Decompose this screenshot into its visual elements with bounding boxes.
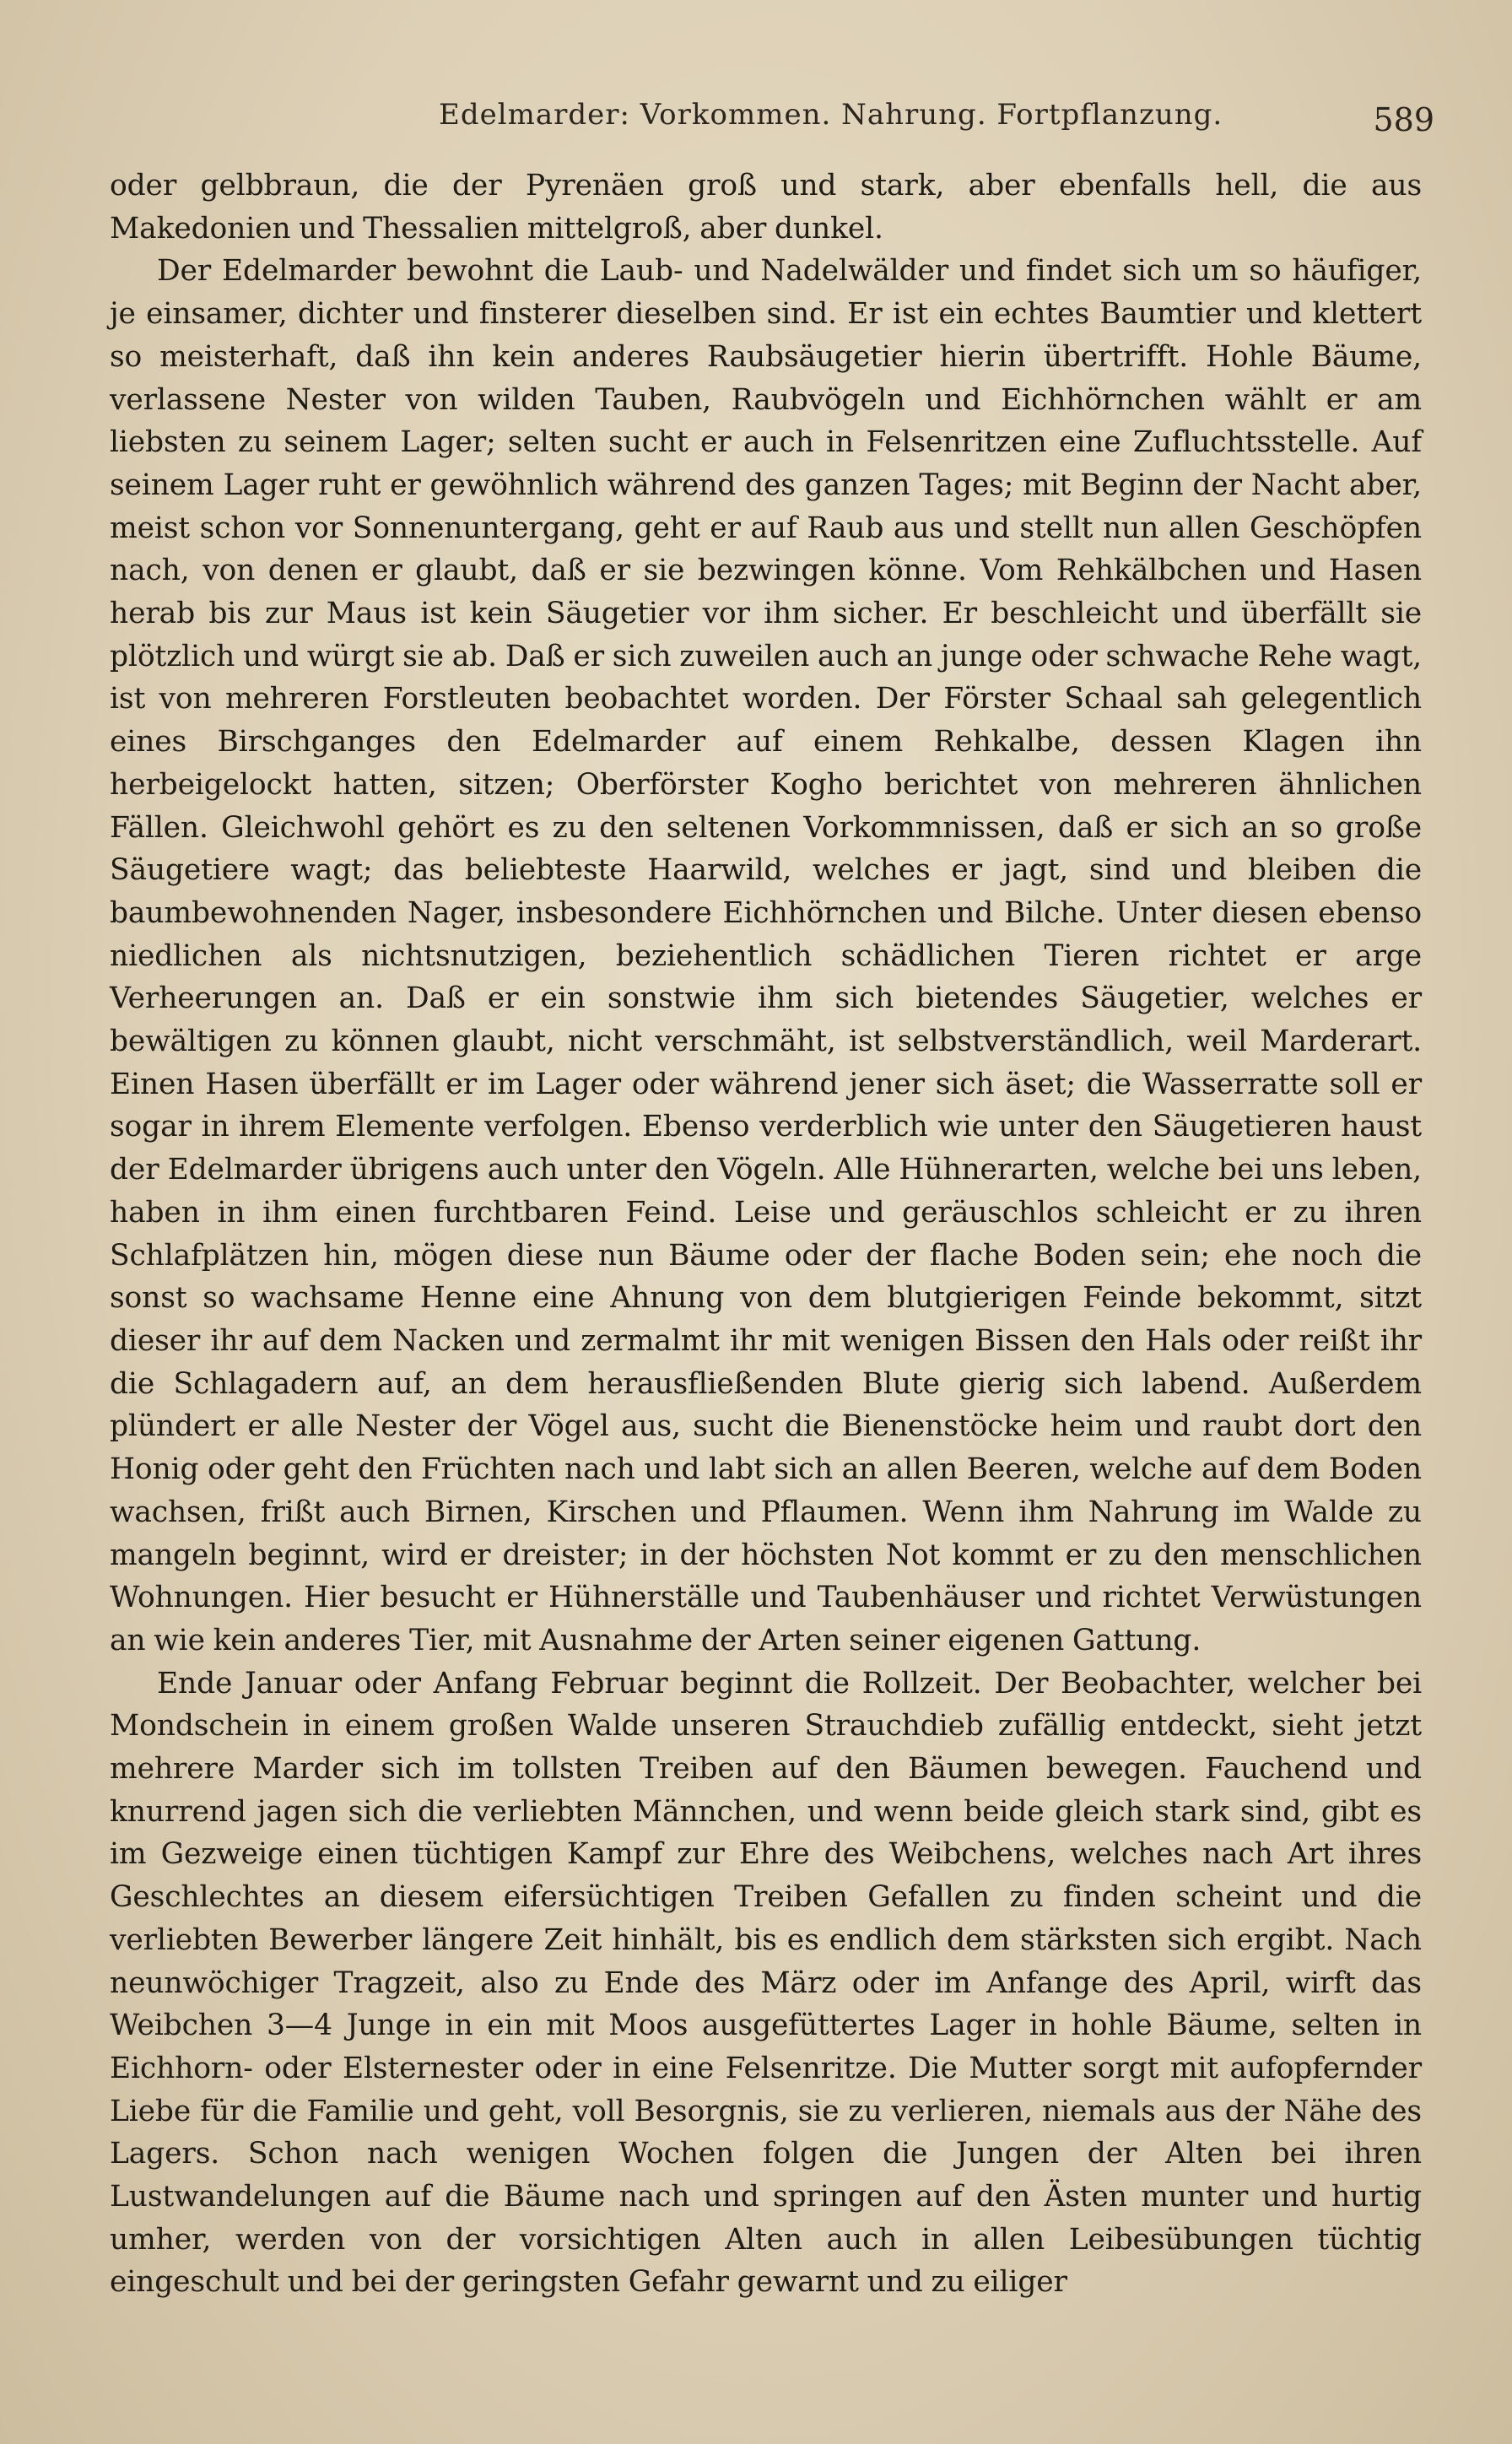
- paragraph-mating-and-young: Ende Januar oder Anfang Februar beginnt die Rollzeit. Der Beobachter, welcher bei Mondschein in einem großen Walde unseren Strauchdieb zufällig entdeckt, sieht jetzt mehrere Marder sich im tollsten Treiben auf den Bäumen bewegen. Fauchend und knurrend jagen sich die verliebten Männchen, und wenn beide gleich stark sind, gibt es im Gezweige einen tüchtigen Kampf zur Ehre des Weibchens, welches nach Art ihres Geschlechtes an diesem eifersüchtigen Treiben Gefallen zu finden scheint und die verliebten Bewerber längere Zeit hinhält, bis es endlich dem stärksten sich ergibt. Nach neunwöchiger Tragzeit, also zu Ende des März oder im Anfange des April, wirft das Weibchen 3—4 Junge in ein mit Moos ausgefüttertes Lager in hohle Bäume, selten in Eichhorn- oder Elsternester oder in eine Felsenritze. Die Mutter sorgt mit aufopfernder Liebe für die Familie und geht, voll Besorgnis, sie zu verlieren, niemals aus der Nähe des Lagers. Schon nach wenigen Wochen folgen die Jungen der Alten bei ihren Lustwandelungen auf die Bäume nach und springen auf den Ästen munter und hurtig umher, werden von der vorsichtigen Alten auch in allen Leibesübungen tüchtig eingeschult und bei der geringsten Gefahr gewarnt und zu eiliger: [110, 1666, 1422, 2300]
- running-head: [101, 91, 1434, 142]
- body-text: [110, 165, 1422, 2304]
- paragraph-habitat-and-diet: Der Edelmarder bewohnt die Laub- und Nadelwälder und findet sich um so häufiger, je einsamer, dichter und finsterer dieselben sind. Er ist ein echtes Baumtier und klettert so meisterhaft, daß ihn kein anderes Raubsäugetier hierin übertrifft. Hohle Bäume, verlassene Nester von wilden Tauben, Raubvögeln und Eichhörnchen wählt er am liebsten zu seinem Lager; selten sucht er auch in Felsenritzen eine Zufluchtsstelle. Auf seinem Lager ruht er gewöhnlich während des ganzen Tages; mit Beginn der Nacht aber, meist schon vor Sonnenuntergang, geht er auf Raub aus und stellt nun allen Geschöpfen nach, von denen er glaubt, daß er sie bezwingen könne. Vom Rehkälbchen und Hasen herab bis zur Maus ist kein Säugetier vor ihm sicher. Er beschleicht und überfällt sie plötzlich und würgt sie ab. Daß er sich zuweilen auch an junge oder schwache Rehe wagt, ist von mehreren Forstleuten beobachtet worden. Der Förster Schaal sah gelegentlich eines Birschganges den Edelmarder auf einem Rehkalbe, dessen Klagen ihn herbeigelockt hatten, sitzen; Oberförster Kogho berichtet von mehreren ähnlichen Fällen. Gleichwohl gehört es zu den seltenen Vorkommnissen, daß er sich an so große Säugetiere wagt; das beliebteste Haarwild, welches er jagt, sind und bleiben die baumbewohnenden Nager, insbesondere Eichhörnchen und Bilche. Unter diesen ebenso niedlichen als nichtsnutzigen, beziehentlich schädlichen Tieren richtet er arge Verheerungen an. Daß er ein sonstwie ihm sich bietendes Säugetier, welches er bewältigen zu können glaubt, nicht verschmäht, ist selbstverständlich, weil Marderart. Einen Hasen überfällt er im Lager oder während jener sich äset; die Wasserratte soll er sogar in ihrem Elemente verfolgen. Ebenso verderblich wie unter den Säugetieren haust der Edelmarder übrigens auch unter den Vögeln. Alle Hühnerarten, welche bei uns leben, haben in ihm einen furchtbaren Feind. Leise und geräuschlos schleicht er zu ihren Schlafplätzen hin, mögen diese nun Bäume oder der flache Boden sein; ehe noch die sonst so wachsame Henne eine Ahnung von dem blutgierigen Feinde bekommt, sitzt dieser ihr auf dem Nacken und zermalmt ihr mit wenigen Bissen den Hals oder reißt ihr die Schlagadern auf, an dem herausfließenden Blute gierig sich labend. Außerdem plündert er alle Nester der Vögel aus, sucht die Bienenstöcke heim und raubt dort den Honig oder geht den Früchten nach und labt sich an allen Beeren, welche auf dem Boden wachsen, frißt auch Birnen, Kirschen und Pflaumen. Wenn ihm Nahrung im Walde zu mangeln beginnt, wird er dreister; in der höchsten Not kommt er zu den menschlichen Wohnungen. Hier besucht er Hühnerställe und Taubenhäuser und richtet Verwüstungen an wie kein anderes Tier, mit Ausnahme der Arten seiner eigenen Gattung.: [110, 254, 1422, 1657]
- page-number: 589: [1373, 101, 1434, 138]
- running-title: Edelmarder: Vorkommen. Nahrung. Fortpflanzung.: [439, 98, 1223, 132]
- paragraph-continuation: oder gelbbraun, die der Pyrenäen groß und stark, aber ebenfalls hell, die aus Makedonien und Thessalien mittelgroß, aber dunkel.: [110, 169, 1422, 246]
